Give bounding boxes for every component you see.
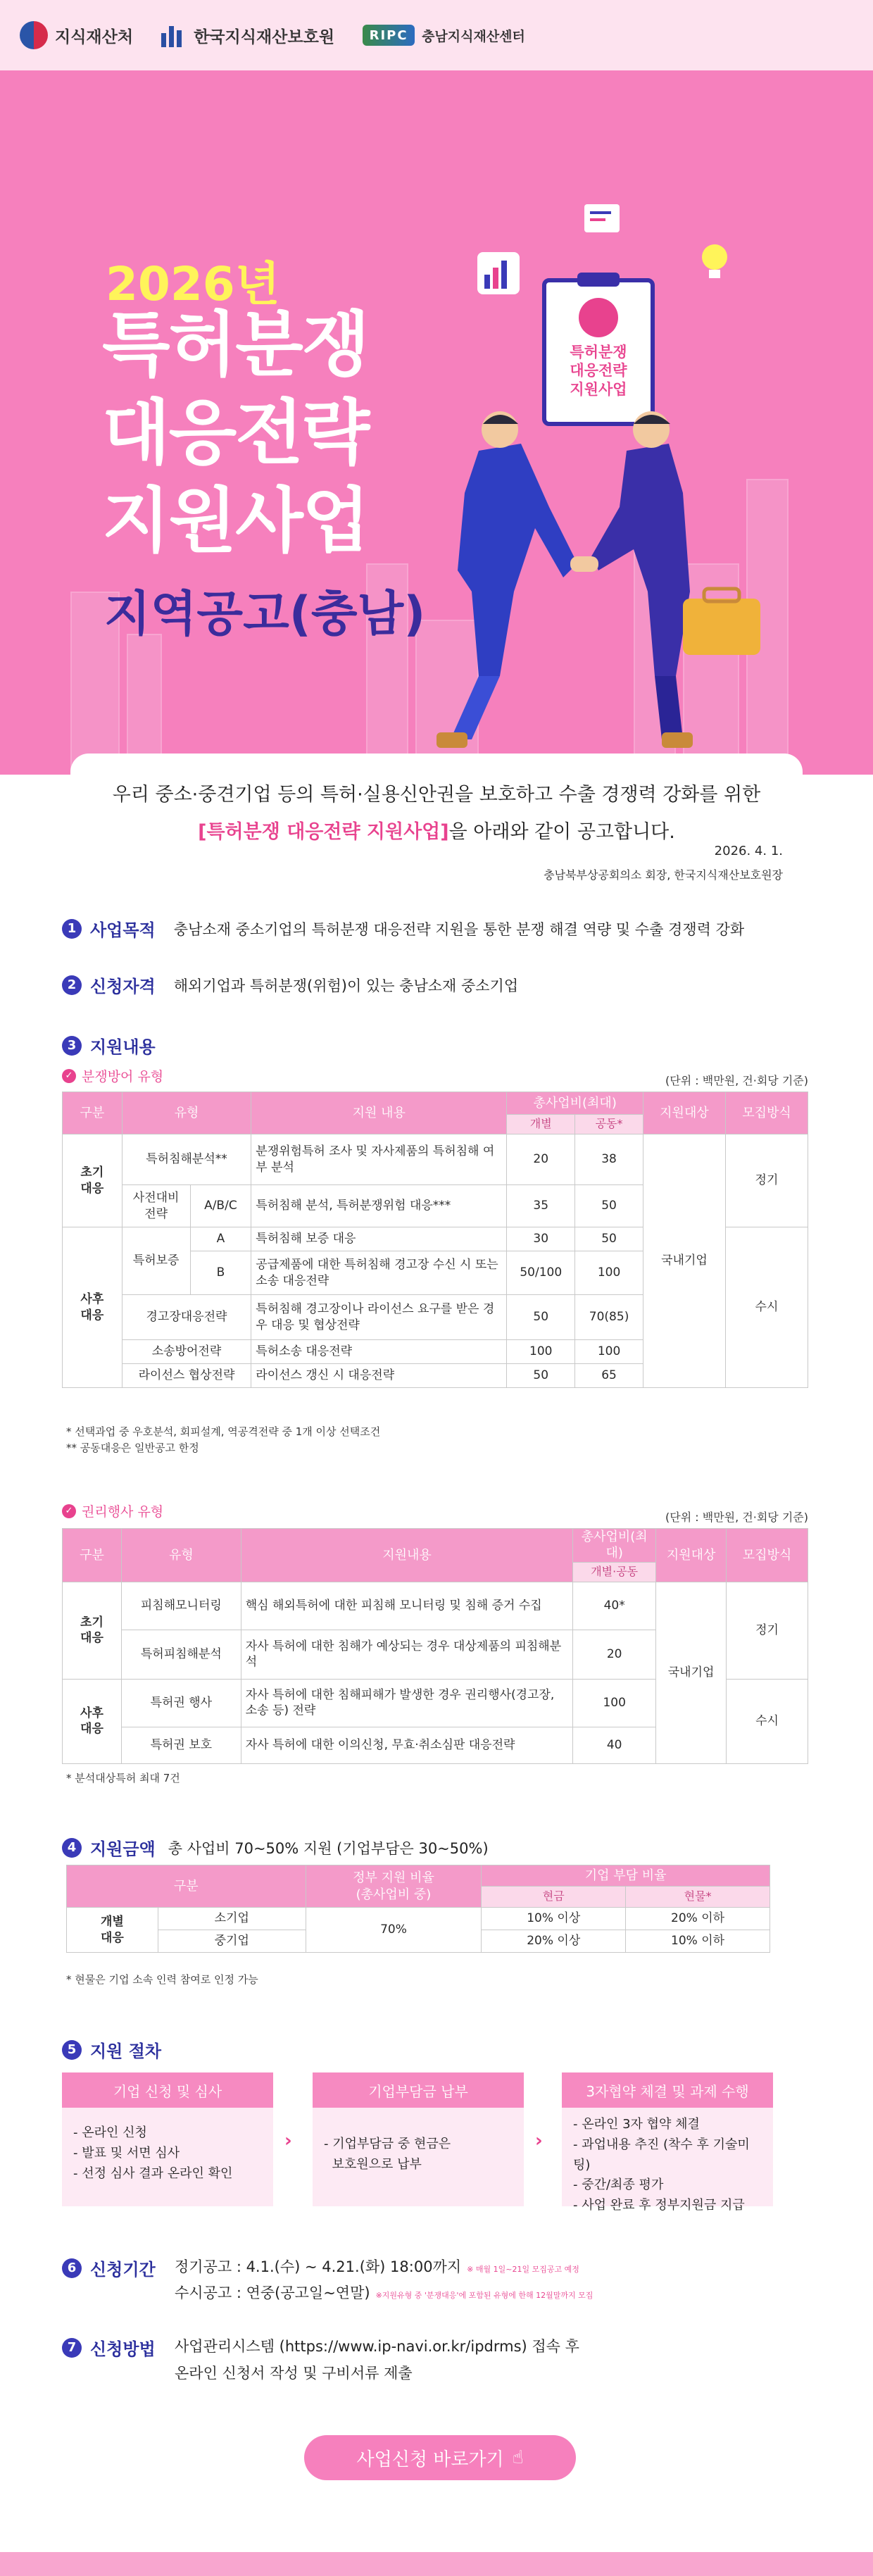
method-line2: 온라인 신청서 작성 및 구비서류 제출 [175,2365,413,2382]
table2-notes: * 분석대상특허 최대 7건 [66,1772,180,1784]
handshake-illustration [394,408,789,775]
intro-card: 우리 중소·중견기업 등의 특허·실용신안권을 보호하고 수출 경쟁력 강화를 위한 [특허분쟁 대응전략 지원사업]을 아래와 같이 공고합니다. [70,754,803,901]
hero-title-line3: 지원사업 [102,480,369,562]
lightbulb-icon [693,236,736,292]
support-ratio-table: 구분 정부 지원 비율 (총사업비 중) 기업 부담 비율 현금 현물* 개별 대응 소기업 70% 10% 이상 20% 이하 중기업 20% 이상 10% 이하 [66,1865,770,1953]
period-rolling: 수시공고 : 연중(공고일~연말) ※지원유형 중 '분쟁대응'에 포함된 유형에 한해 12월말까지 모집 [175,2284,593,2301]
taegeuk-icon [20,21,48,49]
document-icon [577,197,634,239]
section-period: 6 신청기간 [62,2256,156,2280]
step-apply-review: 기업 신청 및 심사 - 온라인 신청 - 발표 및 서면 심사 - 선정 심사 결과 온라인 확인 [62,2072,273,2206]
intro-highlight: [특허분쟁 대응전략 지원사업] [198,821,449,843]
section-purpose: 1 사업목적 충남소재 중소기업의 특허분쟁 대응전략 지원을 통한 분쟁 해결 역량 및 수출 경쟁력 강화 [62,916,744,941]
table1-subheading: ✓ 분쟁방어 유형 [62,1066,163,1085]
section-method: 7 신청방법 [62,2335,156,2360]
hero-year: 2026년 [106,257,280,311]
section-amount: 4 지원금액 총 사업비 70~50% 지원 (기업부담은 30~50%) [62,1835,489,1860]
method-line1: 사업관리시스템 (https://www.ip-navi.or.kr/ipdrms) 접속 후 [175,2338,579,2355]
enforcement-type-table: 구분 유형 지원내용 총사업비(최대) 지원대상 모집방식 개별·공동 초기 대응 피침해모니터링 핵심 해외특허에 대한 피침해 모니터링 및 침해 증거 수집 40* 국내기업 정기 특허피침해분석 자사 특허에 대한 침해가 예상되는 경우 대상제품의 피침해분석 20 사후 대응 특허권 행사 자사 특허에 대한 침해피해가 발생한 경우 권리행사(경고장, 소송 등) 전략 100 수시 특허권 보호 자사 특허에 대한 이의신청, 무효·취소심판 대응전략 40 [62,1528,808,1764]
koipa-logo: 한국지식재산보호원 [161,23,334,47]
table1-unit: (단위 : 백만원, 건·회당 기준) [665,1074,808,1087]
intro-date: 2026. 4. 1. [714,844,783,858]
clipboard-illustration: 특허분쟁 대응전략 지원사업 [542,278,655,426]
pointer-hand-icon: ☝ [512,2447,524,2468]
bars-logo-icon [161,23,187,47]
step-payment: 기업부담금 납부 - 기업부담금 중 현금은 보호원으로 납부 [313,2072,524,2206]
apply-button[interactable]: 사업신청 바로가기 ☝ [304,2435,576,2480]
chevron-right-icon: › [284,2130,292,2151]
section-eligibility: 2 신청자격 해외기업과 특허분쟁(위험)이 있는 충남소재 중소기업 [62,973,518,997]
table2-subheading: ✓ 권리행사 유형 [62,1501,163,1520]
section-support-content: 3 지원내용 [62,1033,156,1058]
hero-subtitle: 지역공고(충남) [104,587,426,642]
kipo-logo: 지식재산처 [20,21,133,49]
table3-notes: * 현물은 기업 소속 인력 참여로 인정 가능 [66,1973,258,1986]
step-agreement: 3자협약 체결 및 과제 수행 - 온라인 3자 협약 체결 - 과업내용 추진 (착수 후 기술미팅) - 중간/최종 평가 - 사업 완료 후 정부지원금 지급 [562,2072,773,2206]
hero-banner [0,70,873,775]
intro-line1: 우리 중소·중견기업 등의 특허·실용신안권을 보호하고 수출 경쟁력 강화를 위한 [112,784,761,806]
check-icon: ✓ [62,1504,76,1518]
footer-bar [0,2552,873,2576]
table1-notes: * 선택과업 중 우호분석, 회피설계, 역공격전략 중 1개 이상 선택조건 ** 공동대응은 일반공고 한정 [66,1425,381,1454]
hero-title-line2: 대응전략 [102,392,369,474]
intro-issuer: 충남북부상공회의소 회장, 한국지식재산보호원장 [544,868,783,882]
header-bar [0,0,873,70]
chart-icon [472,246,528,303]
ripc-logo: RIPC 충남지식재산센터 [363,25,525,46]
section-procedure: 5 지원 절차 [62,2037,161,2062]
defense-type-table: 구분 유형 지원 내용 총사업비(최대) 지원대상 모집방식 개별 공동* 초기 대응 특허침해분석** 분쟁위험특허 조사 및 자사제품의 특허침해 여부 분석 20 38 국내기업 정기 사전대비 전략 A/B/C 특허침해 분석, 특허분쟁위험 대응*** 35 50 사후 대응 특허보증 A 특허침해 보증 대응 30 50 수시 B 공급제품에 대한 특허침해 경고장 수신 시 또는 소송 대응전략 50/100 100 경고장대응전략 특허침해 경고장이나 라이선스 요구를 받은 경우 대응 및 협상전략 50 70(85) 소송방어전략 특허소송 대응전략 100 100 라이선스 협상전략 라이선스 갱신 시 대응전략 50 65 [62,1092,808,1388]
period-regular: 정기공고 : 4.1.(수) ~ 4.21.(화) 18:00까지 ※ 매월 1일~21일 모집공고 예정 [175,2258,579,2275]
globe-icon [579,298,618,337]
chevron-right-icon: › [535,2130,543,2151]
hero-title-line1: 특허분쟁 [102,304,369,386]
check-icon: ✓ [62,1069,76,1083]
table2-unit: (단위 : 백만원, 건·회당 기준) [665,1511,808,1524]
